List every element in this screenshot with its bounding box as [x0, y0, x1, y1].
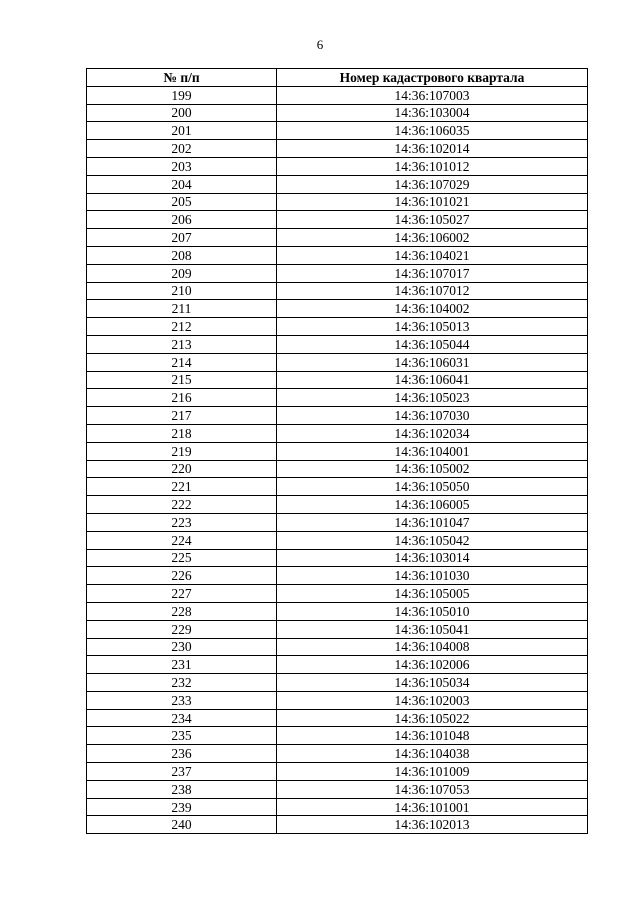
cadastral-number-cell: 14:36:101001 [277, 798, 588, 816]
table-row [87, 602, 588, 620]
page-number: 6 [316, 37, 324, 52]
column-header-cadastral-quarter: Номер кадастрового квартала [277, 69, 588, 87]
row-number-cell: 238 [87, 780, 277, 798]
table-row [87, 585, 588, 603]
cadastral-number-cell: 14:36:101021 [277, 193, 588, 211]
table-row [87, 282, 588, 300]
cadastral-number-cell: 14:36:104002 [277, 300, 588, 318]
row-number-cell: 240 [87, 816, 277, 834]
row-number-cell: 232 [87, 674, 277, 692]
cadastral-number-cell: 14:36:105027 [277, 211, 588, 229]
row-number-cell: 222 [87, 496, 277, 514]
row-number-cell: 226 [87, 567, 277, 585]
cadastral-number-cell: 14:36:105022 [277, 709, 588, 727]
row-number-cell: 230 [87, 638, 277, 656]
cadastral-number-cell: 14:36:107003 [277, 86, 588, 104]
cadastral-number-cell: 14:36:102034 [277, 424, 588, 442]
row-number-cell: 239 [87, 798, 277, 816]
cadastral-number-cell: 14:36:105044 [277, 335, 588, 353]
row-number-cell: 213 [87, 335, 277, 353]
cadastral-number-cell: 14:36:102014 [277, 140, 588, 158]
row-number-cell: 218 [87, 424, 277, 442]
row-number-cell: 204 [87, 175, 277, 193]
table-row [87, 780, 588, 798]
table-row [87, 318, 588, 336]
cadastral-number-cell: 14:36:106041 [277, 371, 588, 389]
table-row [87, 335, 588, 353]
table-row [87, 157, 588, 175]
table-row [87, 638, 588, 656]
cadastral-number-cell: 14:36:105041 [277, 620, 588, 638]
table-row [87, 140, 588, 158]
table-row [87, 656, 588, 674]
row-number-cell: 209 [87, 264, 277, 282]
cadastral-quarters-table [86, 68, 588, 834]
table-row [87, 86, 588, 104]
table-header-row [87, 69, 588, 87]
row-number-cell: 216 [87, 389, 277, 407]
table-row [87, 264, 588, 282]
row-number-cell: 208 [87, 246, 277, 264]
table-row [87, 620, 588, 638]
cadastral-number-cell: 14:36:103004 [277, 104, 588, 122]
cadastral-number-cell: 14:36:107029 [277, 175, 588, 193]
row-number-cell: 199 [87, 86, 277, 104]
table-row [87, 193, 588, 211]
table-row [87, 727, 588, 745]
table-row [87, 371, 588, 389]
cadastral-number-cell: 14:36:105034 [277, 674, 588, 692]
row-number-cell: 219 [87, 442, 277, 460]
table-row [87, 389, 588, 407]
cadastral-number-cell: 14:36:105042 [277, 531, 588, 549]
row-number-cell: 234 [87, 709, 277, 727]
table-row [87, 496, 588, 514]
row-number-cell: 205 [87, 193, 277, 211]
row-number-cell: 214 [87, 353, 277, 371]
row-number-cell: 225 [87, 549, 277, 567]
table-row [87, 567, 588, 585]
row-number-cell: 202 [87, 140, 277, 158]
cadastral-number-cell: 14:36:106035 [277, 122, 588, 140]
row-number-cell: 215 [87, 371, 277, 389]
cadastral-number-cell: 14:36:105023 [277, 389, 588, 407]
table-row [87, 104, 588, 122]
row-number-cell: 206 [87, 211, 277, 229]
table-row [87, 798, 588, 816]
table-row [87, 407, 588, 425]
cadastral-number-cell: 14:36:102013 [277, 816, 588, 834]
row-number-cell: 224 [87, 531, 277, 549]
cadastral-number-cell: 14:36:105013 [277, 318, 588, 336]
row-number-cell: 210 [87, 282, 277, 300]
table-row [87, 513, 588, 531]
cadastral-number-cell: 14:36:101009 [277, 763, 588, 781]
cadastral-number-cell: 14:36:107012 [277, 282, 588, 300]
table-row [87, 549, 588, 567]
cadastral-number-cell: 14:36:101012 [277, 157, 588, 175]
table-row [87, 478, 588, 496]
row-number-cell: 223 [87, 513, 277, 531]
table-row [87, 745, 588, 763]
table-row [87, 229, 588, 247]
cadastral-number-cell: 14:36:105005 [277, 585, 588, 603]
cadastral-number-cell: 14:36:107030 [277, 407, 588, 425]
cadastral-number-cell: 14:36:101047 [277, 513, 588, 531]
table-row [87, 122, 588, 140]
row-number-cell: 211 [87, 300, 277, 318]
table-row [87, 816, 588, 834]
row-number-cell: 236 [87, 745, 277, 763]
table-row [87, 460, 588, 478]
table-body [87, 86, 588, 833]
table-row [87, 353, 588, 371]
cadastral-number-cell: 14:36:102003 [277, 691, 588, 709]
cadastral-number-cell: 14:36:105010 [277, 602, 588, 620]
column-header-number: № п/п [87, 69, 277, 87]
cadastral-number-cell: 14:36:107053 [277, 780, 588, 798]
cadastral-number-cell: 14:36:106002 [277, 229, 588, 247]
cadastral-number-cell: 14:36:106005 [277, 496, 588, 514]
table-row [87, 709, 588, 727]
table-row [87, 175, 588, 193]
table-row [87, 763, 588, 781]
row-number-cell: 200 [87, 104, 277, 122]
cadastral-number-cell: 14:36:104001 [277, 442, 588, 460]
cadastral-number-cell: 14:36:101030 [277, 567, 588, 585]
row-number-cell: 228 [87, 602, 277, 620]
row-number-cell: 229 [87, 620, 277, 638]
table-row [87, 246, 588, 264]
table-row [87, 424, 588, 442]
cadastral-number-cell: 14:36:104021 [277, 246, 588, 264]
cadastral-number-cell: 14:36:105050 [277, 478, 588, 496]
row-number-cell: 233 [87, 691, 277, 709]
row-number-cell: 207 [87, 229, 277, 247]
row-number-cell: 217 [87, 407, 277, 425]
table-row [87, 674, 588, 692]
table-row [87, 300, 588, 318]
row-number-cell: 203 [87, 157, 277, 175]
cadastral-number-cell: 14:36:107017 [277, 264, 588, 282]
row-number-cell: 237 [87, 763, 277, 781]
row-number-cell: 220 [87, 460, 277, 478]
table-row [87, 211, 588, 229]
table-row [87, 442, 588, 460]
row-number-cell: 227 [87, 585, 277, 603]
row-number-cell: 221 [87, 478, 277, 496]
cadastral-number-cell: 14:36:106031 [277, 353, 588, 371]
row-number-cell: 235 [87, 727, 277, 745]
row-number-cell: 201 [87, 122, 277, 140]
row-number-cell: 212 [87, 318, 277, 336]
cadastral-number-cell: 14:36:101048 [277, 727, 588, 745]
cadastral-number-cell: 14:36:104038 [277, 745, 588, 763]
cadastral-number-cell: 14:36:103014 [277, 549, 588, 567]
cadastral-number-cell: 14:36:102006 [277, 656, 588, 674]
table-row [87, 531, 588, 549]
cadastral-number-cell: 14:36:105002 [277, 460, 588, 478]
row-number-cell: 231 [87, 656, 277, 674]
cadastral-number-cell: 14:36:104008 [277, 638, 588, 656]
table-row [87, 691, 588, 709]
